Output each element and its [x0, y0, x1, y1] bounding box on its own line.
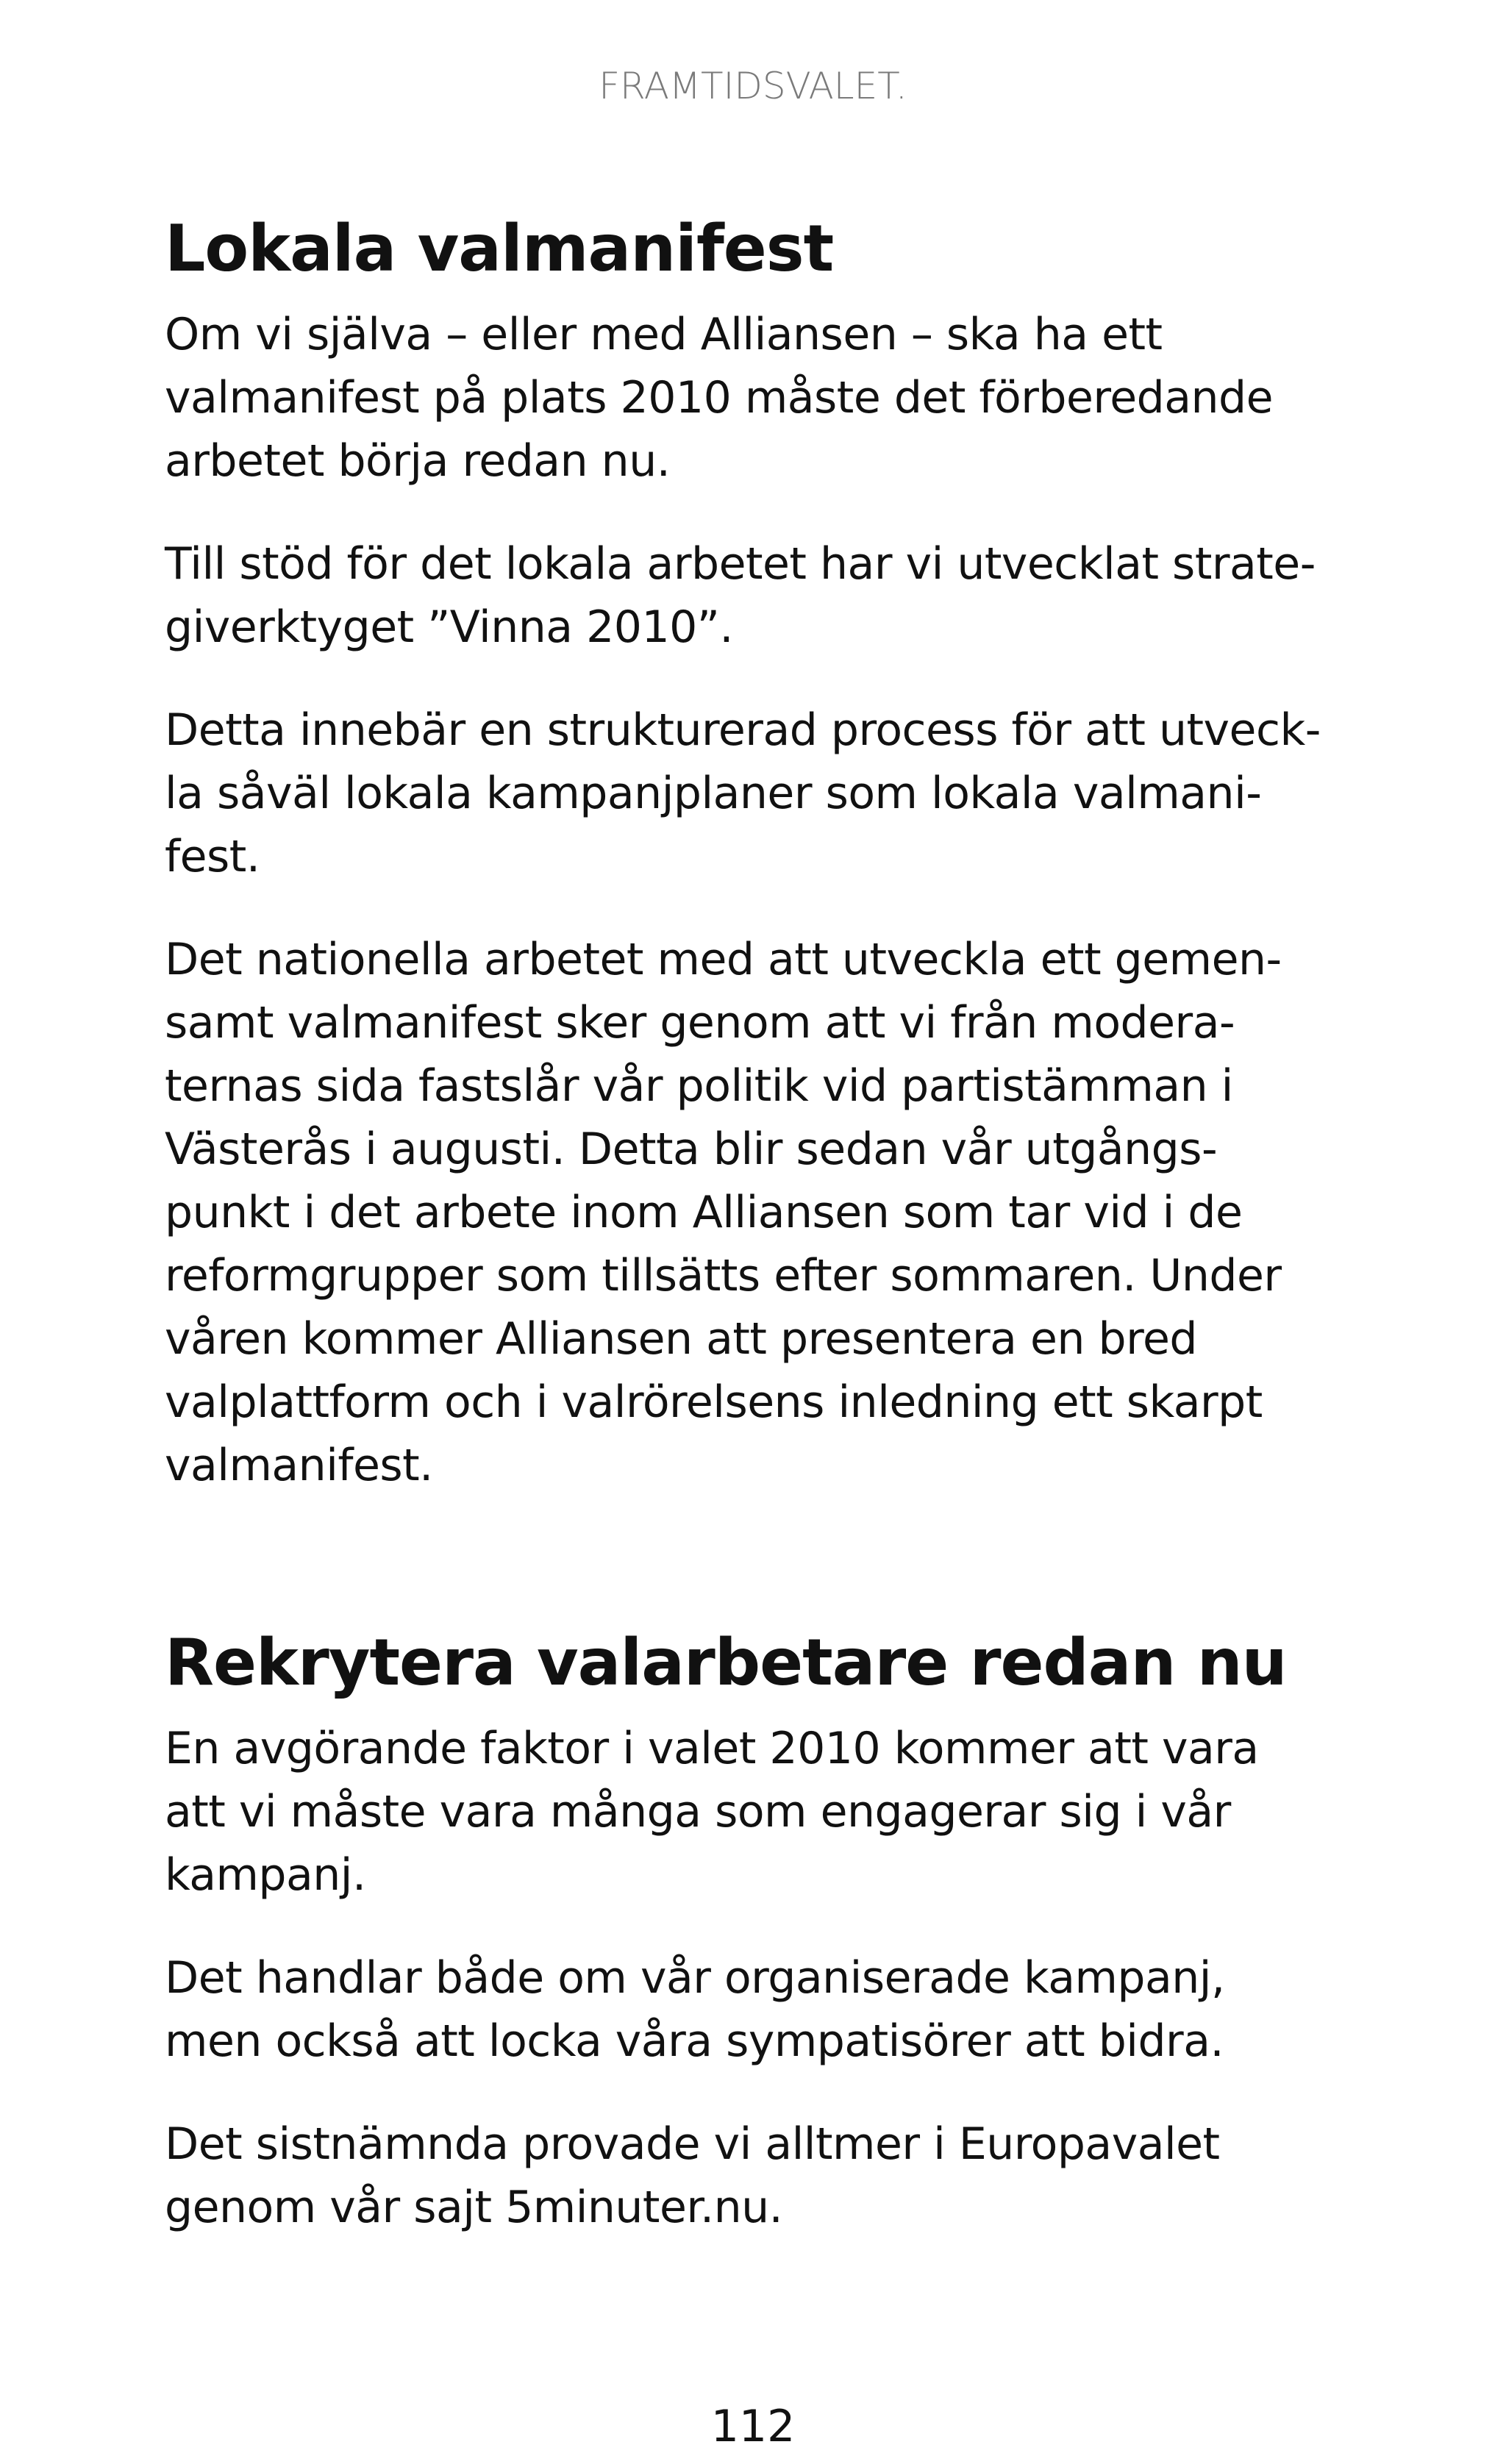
text-line: valplattform och i valrörelsens inledning ett skarpt [165, 1376, 1263, 1428]
text-line: En avgörande faktor i valet 2010 kommer att vara [165, 1723, 1259, 1774]
section-lokala-valmanifest [165, 207, 1321, 1537]
text-line: våren kommer Alliansen att presentera en bred [165, 1313, 1197, 1365]
paragraph [165, 2113, 1297, 2239]
text-line: Det handlar både om vår organiserade kampanj, [165, 1952, 1225, 2004]
text-line: fest. [165, 831, 260, 882]
paragraph [165, 532, 1316, 659]
text-line: valmanifest. [165, 1440, 433, 1491]
running-header: FRAMTIDSVALET. [599, 65, 907, 107]
section-heading: Rekrytera valarbetare redan nu [165, 1625, 1287, 1700]
text-line: Västerås i augusti. Detta blir sedan vår utgångs- [165, 1124, 1218, 1175]
text-line: Till stöd för det lokala arbetet har vi utvecklat strate- [165, 538, 1316, 590]
text-line: Det sistnämnda provade vi alltmer i Europavalet [165, 2118, 1220, 2170]
paragraph [165, 1946, 1297, 2073]
text-line: att vi måste vara många som engagerar sig i vår [165, 1786, 1231, 1838]
section-rekrytera-valarbetare [165, 1621, 1297, 2279]
paragraph [165, 1717, 1297, 1907]
text-line: giverktyget ”Vinna 2010”. [165, 601, 733, 653]
text-line: ternas sida fastslår vår politik vid partistämman i [165, 1060, 1233, 1112]
section-heading: Lokala valmanifest [165, 211, 834, 286]
text-line: genom vår sajt 5minuter.nu. [165, 2182, 783, 2233]
text-line: punkt i det arbete inom Alliansen som tar vid i de [165, 1187, 1243, 1238]
text-line: men också att locka våra sympatisörer att bidra. [165, 2015, 1224, 2067]
text-line: la såväl lokala kampanjplaner som lokala valmani- [165, 768, 1262, 819]
text-line: samt valmanifest sker genom att vi från modera- [165, 997, 1235, 1049]
paragraph [165, 699, 1321, 888]
page-number: 112 [710, 2401, 796, 2452]
text-line: Det nationella arbetet med att utveckla ett gemen- [165, 934, 1282, 985]
text-line: kampanj. [165, 1849, 366, 1901]
text-line: Om vi själva – eller med Alliansen – ska ha ett [165, 309, 1163, 360]
text-line: valmanifest på plats 2010 måste det förberedande [165, 372, 1274, 424]
paragraph [165, 928, 1297, 1497]
text-line: arbetet börja redan nu. [165, 435, 671, 487]
paragraph [165, 303, 1297, 493]
text-line: Detta innebär en strukturerad process för att utveck- [165, 704, 1321, 756]
text-line: reformgrupper som tillsätts efter sommaren. Under [165, 1250, 1282, 1301]
